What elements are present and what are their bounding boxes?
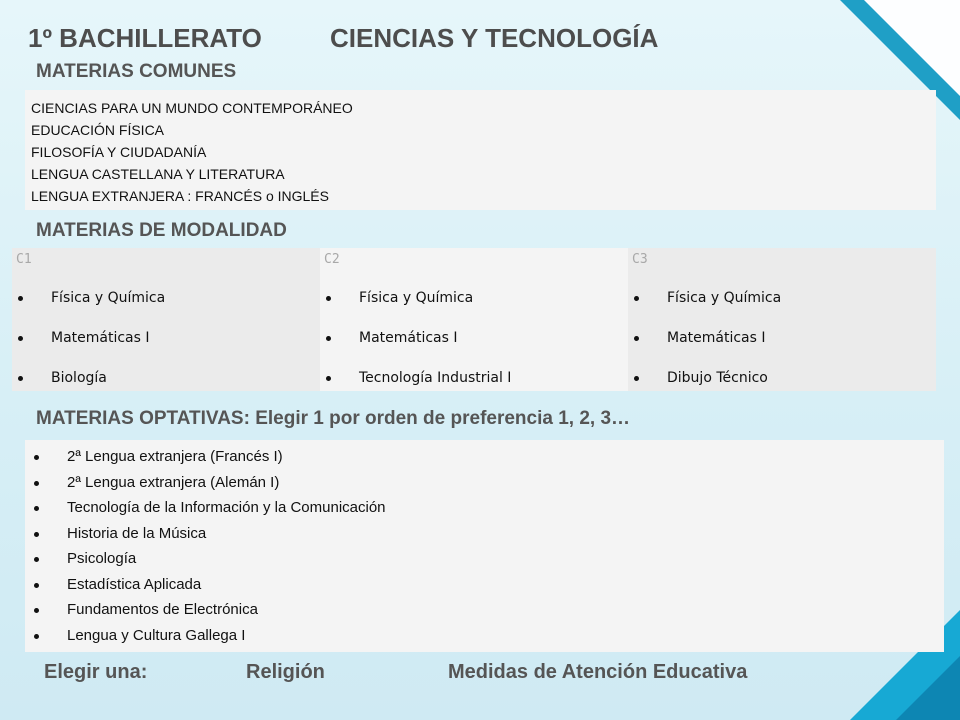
bullet-icon: [634, 296, 639, 301]
bullet-icon: [18, 376, 23, 381]
corner-decoration-bottom-right-inner: [896, 656, 960, 720]
modality-table: [12, 248, 936, 391]
common-subjects-list: [25, 90, 936, 207]
modality-item: [320, 328, 628, 368]
common-subject-item: FILOSOFÍA Y CIUDADANÍA: [31, 144, 207, 160]
bullet-icon: [634, 336, 639, 341]
modality-item: [12, 328, 320, 368]
column-label: C1: [16, 252, 32, 267]
optional-subject-item: [25, 599, 944, 625]
modality-column-c1: [12, 248, 320, 391]
educational-care-option: Medidas de Atención Educativa: [448, 661, 748, 683]
optional-subjects-heading: MATERIAS OPTATIVAS: Elegir 1 por orden de preferencia 1, 2, 3…: [36, 408, 631, 429]
common-subject-item: EDUCACIÓN FÍSICA: [31, 122, 165, 138]
common-subject-item: LENGUA EXTRANJERA : FRANCÉS o INGLÉS: [31, 188, 329, 204]
bullet-icon: [34, 455, 39, 460]
optional-subject-item: [25, 497, 944, 523]
optional-subject-label: Fundamentos de Electrónica: [67, 601, 258, 618]
optional-subject-label: Historia de la Música: [67, 524, 207, 542]
optional-subject-item: [25, 472, 944, 498]
modality-item-label: Matemáticas I: [51, 330, 150, 346]
choose-one-label: Elegir una:: [44, 661, 148, 683]
common-subjects-heading: MATERIAS COMUNES: [36, 61, 237, 82]
bullet-icon: [34, 583, 39, 588]
modality-item-label: Dibujo Técnico: [667, 370, 768, 386]
optional-subject-label: Estadística Aplicada: [67, 575, 202, 593]
modality-column-c3: [628, 248, 936, 391]
modality-item-label: Matemáticas I: [359, 330, 458, 346]
bullet-icon: [326, 336, 331, 341]
modality-subjects-heading: MATERIAS DE MODALIDAD: [36, 220, 287, 241]
bullet-icon: [18, 296, 23, 301]
common-subject-item: LENGUA CASTELLANA Y LITERATURA: [31, 166, 285, 182]
bullet-icon: [634, 376, 639, 381]
modality-item: [12, 368, 320, 408]
corner-decoration-top-right-inner: [864, 0, 960, 96]
modality-item-label: Física y Química: [667, 290, 782, 306]
course-title: 1º BACHILLERATO: [28, 23, 262, 53]
modality-list: [628, 288, 936, 408]
optional-subjects-list: [25, 440, 944, 650]
bullet-icon: [34, 557, 39, 562]
modality-item-label: Matemáticas I: [667, 330, 766, 346]
optional-subject-label: Lengua y Cultura Gallega I: [67, 626, 246, 644]
bullet-icon: [34, 532, 39, 537]
optional-subject-item: [25, 574, 944, 600]
common-subject-item: CIENCIAS PARA UN MUNDO CONTEMPORÁNEO: [31, 100, 353, 116]
optional-subject-item: [25, 548, 944, 574]
bullet-icon: [34, 481, 39, 486]
optional-subject-item: [25, 625, 944, 651]
bullet-icon: [18, 336, 23, 341]
common-subjects-panel: [25, 90, 936, 210]
religion-option: Religión: [246, 661, 325, 683]
modality-item: [628, 368, 936, 408]
bullet-icon: [34, 608, 39, 613]
modality-item: [12, 288, 320, 328]
bullet-icon: [326, 376, 331, 381]
modality-item: [628, 288, 936, 328]
modality-item-label: Biología: [51, 370, 107, 386]
optional-subject-item: [25, 446, 944, 472]
optional-subject-label: Psicología: [67, 550, 137, 567]
bullet-icon: [34, 506, 39, 511]
bullet-icon: [34, 634, 39, 639]
optional-subject-label: 2ª Lengua extranjera (Alemán I): [67, 473, 280, 491]
column-label: C2: [324, 252, 340, 267]
modality-list: [320, 288, 628, 408]
modality-column-c2: [320, 248, 628, 391]
track-title: CIENCIAS Y TECNOLOGÍA: [330, 23, 659, 53]
optional-subject-item: [25, 523, 944, 549]
optional-subjects-panel: [25, 440, 944, 652]
optional-subject-label: Tecnología de la Información y la Comunicación: [67, 499, 386, 516]
modality-list: [12, 288, 320, 408]
modality-item: [320, 288, 628, 328]
bullet-icon: [326, 296, 331, 301]
modality-item-label: Física y Química: [51, 290, 166, 306]
modality-item: [320, 368, 628, 408]
modality-item-label: Física y Química: [359, 290, 474, 306]
modality-item: [628, 328, 936, 368]
modality-item-label: Tecnología Industrial I: [359, 370, 512, 386]
column-label: C3: [632, 252, 648, 267]
optional-subject-label: 2ª Lengua extranjera (Francés I): [67, 448, 283, 465]
